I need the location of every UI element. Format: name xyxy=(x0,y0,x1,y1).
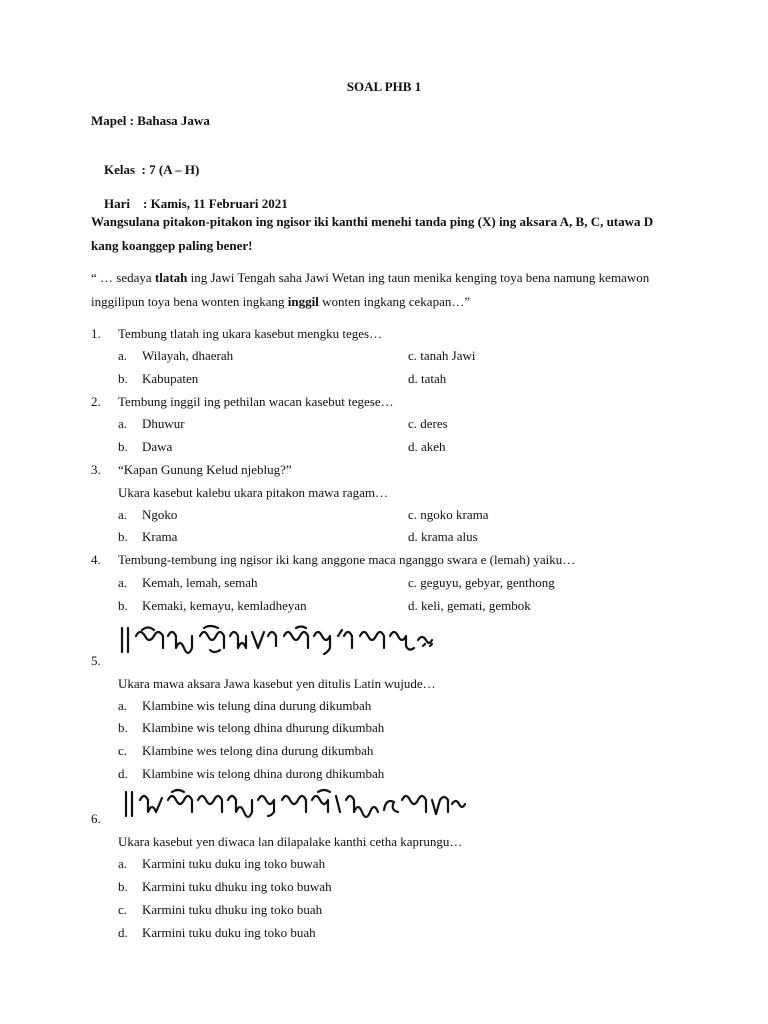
option-letter: b. xyxy=(118,371,128,386)
option-2d[interactable]: d. akeh xyxy=(408,439,446,454)
question-text-2: Ukara kasebut yen diwaca lan dilapalake kanthi cetha kaprungu… xyxy=(118,834,463,849)
option-text: Klambine wis telung dina durung dikumbah xyxy=(142,698,372,713)
option-2c[interactable]: c. deres xyxy=(408,416,448,431)
mapel-value: Bahasa Jawa xyxy=(137,113,210,128)
option-text: Klambine wes telong dina durung dikumbah xyxy=(142,743,374,758)
question-number: 4. xyxy=(91,552,101,567)
page-title: SOAL PHB 1 xyxy=(346,79,422,94)
mapel-label: Mapel : xyxy=(91,113,138,128)
question-number: 3. xyxy=(91,462,101,477)
option-text: Karmini tuku duku ing toko buwah xyxy=(142,856,326,871)
aksara-jawa-graphic xyxy=(122,786,467,820)
kelas-value: 7 (A – H) xyxy=(149,162,200,177)
question-text-2: Ukara mawa aksara Jawa kasebut yen ditulis Latin wujude… xyxy=(118,676,436,691)
option-letter: b. xyxy=(118,598,128,613)
option-letter: d. xyxy=(118,766,128,781)
passage-part-3: wonten ingkang cekapan…” xyxy=(318,294,471,309)
option-text: Klambine wis telong dhina dhurung dikumbah xyxy=(142,720,385,735)
option-3d[interactable]: d. krama alus xyxy=(408,529,478,544)
option-letter: a. xyxy=(118,575,128,590)
option-4d[interactable]: d. keli, gemati, gembok xyxy=(408,598,531,613)
option-text: Kabupaten xyxy=(142,371,199,386)
option-text: Karmini tuku dhuku ing toko buwah xyxy=(142,879,332,894)
hari-label: Hari : xyxy=(104,196,151,211)
option-letter: a. xyxy=(118,856,128,871)
option-1c[interactable]: c. tanah Jawi xyxy=(408,348,476,363)
option-1d[interactable]: d. tatah xyxy=(408,371,447,386)
option-letter: b. xyxy=(118,529,128,544)
passage-bold-2: inggil xyxy=(287,294,319,309)
question-number: 6. xyxy=(91,811,101,826)
javanese-script-image-6 xyxy=(122,786,467,820)
option-letter: b. xyxy=(118,720,128,735)
option-letter: a. xyxy=(118,348,128,363)
javanese-script-image-5 xyxy=(118,622,438,656)
option-letter: a. xyxy=(118,507,128,522)
option-text: Krama xyxy=(142,529,178,544)
passage-bold-1: tlatah xyxy=(154,270,188,285)
option-4c[interactable]: c. geguyu, gebyar, genthong xyxy=(408,575,555,590)
option-text: Karmini tuku duku ing toko buah xyxy=(142,925,316,940)
question-text-2: Ukara kasebut kalebu ukara pitakon mawa ragam… xyxy=(118,485,389,500)
option-letter: a. xyxy=(118,698,128,713)
option-text: Kemah, lemah, semah xyxy=(142,575,258,590)
aksara-jawa-graphic xyxy=(118,622,438,656)
option-letter: b. xyxy=(118,879,128,894)
option-text: Kemaki, kemayu, kemladheyan xyxy=(142,598,307,613)
instruction: Wangsulana pitakon-pitakon ing ngisor iki kanthi menehi tanda ping (X) ing aksara A, B, C, utawa D kang koanggep paling bener! xyxy=(91,214,654,253)
option-text: Klambine wis telong dhina durong dhikumbah xyxy=(142,766,385,781)
question-text: Tembung inggil ing pethilan wacan kasebut tegese… xyxy=(118,394,394,409)
kelas-label: Kelas : xyxy=(104,162,150,177)
passage-part-1: “ … sedaya xyxy=(91,270,155,285)
option-letter: c. xyxy=(118,902,128,917)
option-text: Wilayah, dhaerah xyxy=(142,348,234,363)
question-number: 1. xyxy=(91,326,101,341)
passage-part-2: ing Jawi Tengah saha Jawi Wetan ing taun menika kenging toya bena namung kemawon inggilipun toya bena wonten ingkang xyxy=(91,270,650,309)
reading-passage xyxy=(91,266,681,314)
question-number: 5. xyxy=(91,653,101,668)
question-text: Tembung-tembung ing ngisor iki kang anggone maca nganggo swara e (lemah) yaiku… xyxy=(118,552,576,567)
meta-mapel xyxy=(91,113,210,129)
option-3c[interactable]: c. ngoko krama xyxy=(408,507,489,522)
option-letter: b. xyxy=(118,439,128,454)
option-letter: a. xyxy=(118,416,128,431)
question-text: “Kapan Gunung Kelud njeblug?” xyxy=(118,462,292,477)
option-text: Dhuwur xyxy=(142,416,185,431)
question-number: 2. xyxy=(91,394,101,409)
option-text: Karmini tuku dhuku ing toko buah xyxy=(142,902,323,917)
option-text: Dawa xyxy=(142,439,173,454)
hari-value: Kamis, 11 Februari 2021 xyxy=(150,196,288,211)
option-letter: c. xyxy=(118,743,128,758)
option-letter: d. xyxy=(118,925,128,940)
question-text: Tembung tlatah ing ukara kasebut mengku teges… xyxy=(118,326,383,341)
option-text: Ngoko xyxy=(142,507,178,522)
